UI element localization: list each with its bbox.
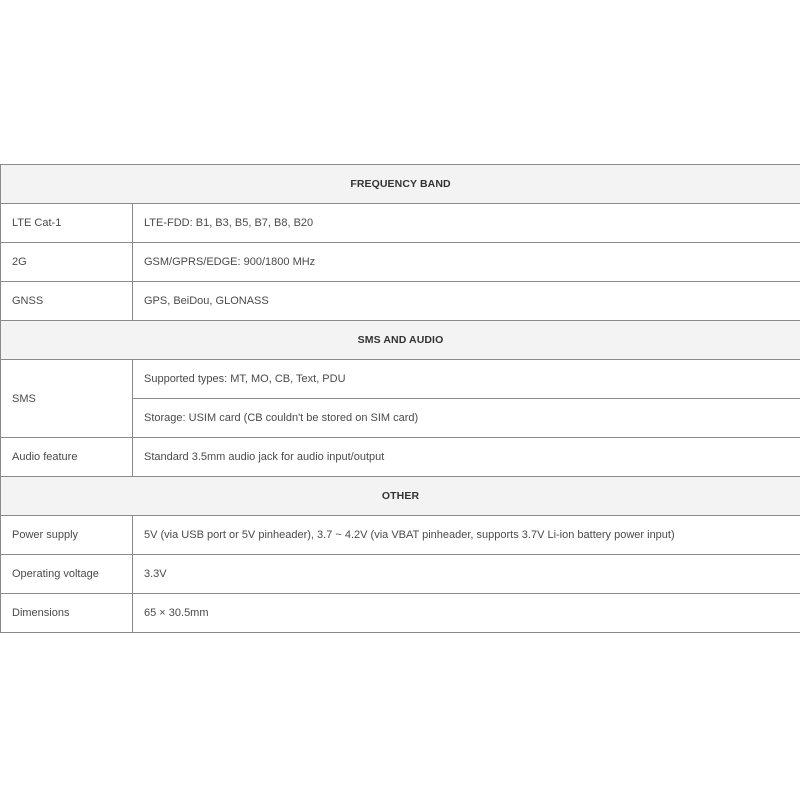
section-header-frequency-band [1, 165, 800, 204]
table-row [1, 594, 800, 633]
row-label: Operating voltage [1, 555, 133, 594]
section-header-other [1, 477, 800, 516]
section-header-sms-and-audio [1, 321, 800, 360]
table-row [1, 555, 800, 594]
spec-table [0, 164, 800, 633]
row-label: Audio feature [1, 438, 133, 477]
row-label: Dimensions [1, 594, 133, 633]
row-label: Power supply [1, 516, 133, 555]
row-value: LTE-FDD: B1, B3, B5, B7, B8, B20 [133, 204, 800, 243]
table-row [1, 438, 800, 477]
table-row [1, 282, 800, 321]
table-row [1, 243, 800, 282]
row-value: Supported types: MT, MO, CB, Text, PDU [133, 360, 800, 399]
table-row [1, 360, 800, 399]
row-value: 65 × 30.5mm [133, 594, 800, 633]
table-row [1, 516, 800, 555]
row-label: GNSS [1, 282, 133, 321]
section-title: OTHER [1, 477, 800, 516]
row-value: Storage: USIM card (CB couldn't be stored on SIM card) [133, 399, 800, 438]
row-value: GPS, BeiDou, GLONASS [133, 282, 800, 321]
row-value: Standard 3.5mm audio jack for audio input/output [133, 438, 800, 477]
row-value: GSM/GPRS/EDGE: 900/1800 MHz [133, 243, 800, 282]
row-value: 5V (via USB port or 5V pinheader), 3.7 ~ 4.2V (via VBAT pinheader, supports 3.7V Li-ion battery power input) [133, 516, 800, 555]
table-row [1, 204, 800, 243]
section-title: SMS AND AUDIO [1, 321, 800, 360]
row-label: SMS [1, 360, 133, 438]
row-label: LTE Cat-1 [1, 204, 133, 243]
section-title: FREQUENCY BAND [1, 165, 800, 204]
row-label: 2G [1, 243, 133, 282]
row-value: 3.3V [133, 555, 800, 594]
